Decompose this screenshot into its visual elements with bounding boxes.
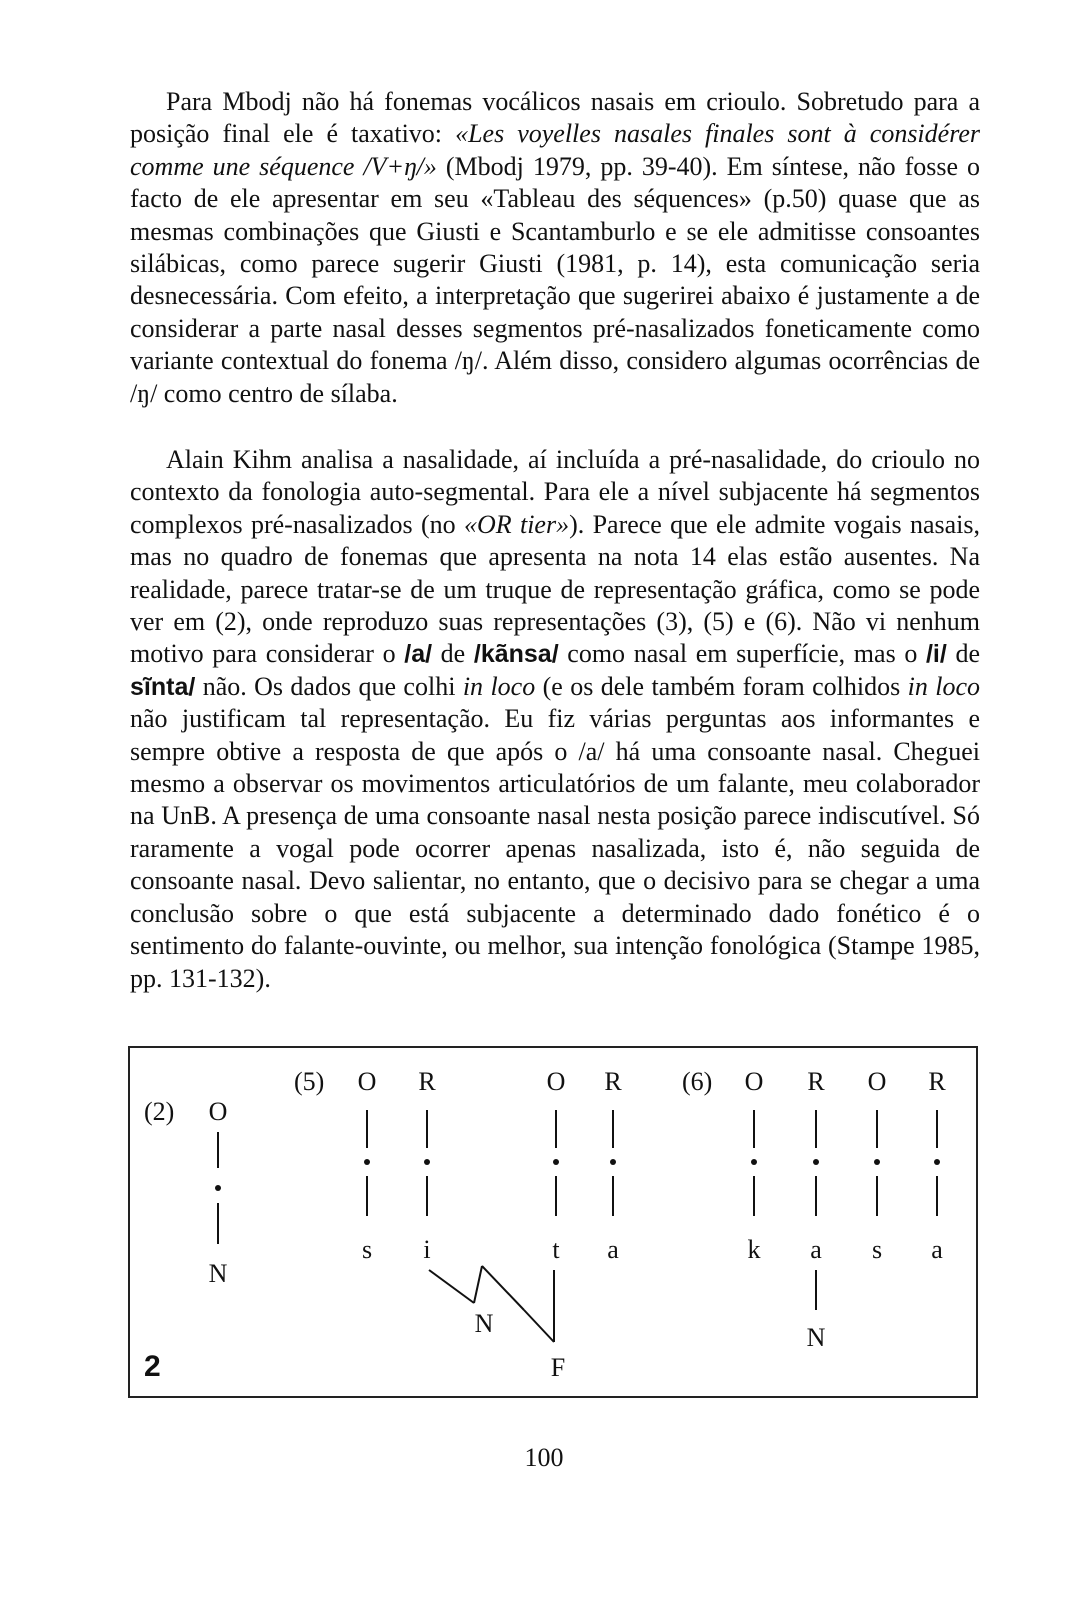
timing-dot xyxy=(813,1159,819,1165)
in-loco-1: in loco xyxy=(462,671,536,701)
onset-node: O xyxy=(744,1067,764,1096)
nasal-node: N xyxy=(208,1259,228,1288)
onset-node: O xyxy=(867,1067,887,1096)
onset-node: O xyxy=(357,1067,377,1096)
onset-node: O xyxy=(546,1067,566,1096)
autosegmental-diagram xyxy=(130,1048,976,1396)
rhyme-node: R xyxy=(418,1067,436,1096)
rhyme-node: R xyxy=(807,1067,825,1096)
nasal-node: N xyxy=(806,1323,826,1352)
skeleton-dots xyxy=(215,1159,940,1191)
timing-dot xyxy=(424,1159,430,1165)
p2-text-6: não. Os dados que colhi xyxy=(195,671,463,701)
phoneme-sinta: sĩnta/ xyxy=(130,672,196,701)
example-2-label: (2) xyxy=(144,1097,175,1126)
segment-i: i xyxy=(423,1235,431,1264)
in-loco-2: in loco xyxy=(907,671,980,701)
p2-or-tier: «OR tier» xyxy=(463,509,570,539)
paragraph-2 xyxy=(130,444,980,995)
p2-text-5: de xyxy=(946,639,980,669)
assoc-line xyxy=(482,1266,524,1310)
phoneme-i: /i/ xyxy=(925,640,947,669)
assoc-line xyxy=(474,1266,482,1303)
timing-dot xyxy=(934,1159,940,1165)
timing-dot xyxy=(610,1159,616,1165)
onset-node: O xyxy=(208,1097,228,1126)
segment-s: s xyxy=(361,1235,373,1264)
rhyme-node: R xyxy=(928,1067,946,1096)
assoc-line xyxy=(429,1270,474,1303)
timing-dot xyxy=(364,1159,370,1165)
example-6-label: (6) xyxy=(682,1067,713,1096)
segment-k: k xyxy=(747,1235,761,1264)
timing-dot xyxy=(215,1185,221,1191)
paragraph-1 xyxy=(130,86,980,410)
timing-dot xyxy=(751,1159,757,1165)
p1-text-2: (Mbodj 1979, pp. 39-40). Em síntese, não fosse o facto de ele apresentar em seu «Tableau des séquences» (p.50) quase que as mesmas combinações que Giusti e Scantamburlo e se ele admitisse consoantes silábicas, como parece sugerir Giusti (1981, p. 14), esta comunicação seria desnecessária. Com efeito, a interpretação que sugerirei abaixo é justamente a de considerar a parte nasal desses segmentos pré-nasalizados foneticamente como variante contextual do fonema /ŋ/. Além disso, considero algumas ocorrências de /ŋ/ como centro de sílaba. xyxy=(130,151,980,408)
final-node: F xyxy=(550,1353,566,1382)
figure-2-box xyxy=(128,1046,978,1398)
timing-dot xyxy=(553,1159,559,1165)
segment-s: s xyxy=(871,1235,883,1264)
page-number: 100 xyxy=(524,1443,564,1472)
phoneme-a: /a/ xyxy=(404,640,433,669)
p2-text-7: (e os dele também foram colhidos xyxy=(535,671,908,701)
p1-french-quote: «Les voyelles nasales finales sont à considérer comme une séquence /V+ŋ/» xyxy=(130,119,981,181)
segment-a: a xyxy=(607,1235,619,1264)
p2-text-4: como nasal em superfície, mas o xyxy=(558,639,926,669)
p2-text-1: Alain Kihm analisa a nasalidade, aí incluída a pré-nasalidade, do crioulo no contexto da fonologia auto-segmental. Para ele a nível subjacente há segmentos complexos pré-nasalizados (no xyxy=(130,445,980,539)
p2-text-8: não justificam tal representação. Eu fiz várias perguntas aos informantes e sempre obtive a resposta de que após o /a/ há uma consoante nasal. Cheguei mesmo a observar os movimentos articulatórios de um falante, meu colaborador na UnB. A presença de uma consoante nasal nesta posição parece indiscutível. Só raramente a vogal pode ocorrer apenas nasalizada, isto é, não seguida de consoante nasal. Devo salientar, no entanto, que o decisivo para se chegar a uma conclusão sobre o que está subjacente a determinado dado fonético é o sentimento do falante-ouvinte, ou melhor, sua intenção fonológica (Stampe 1985, pp. 131-132). xyxy=(130,704,980,993)
p1-text-1: Para Mbodj não há fonemas vocálicos nasais em crioulo. Sobretudo para a posição final ele é taxativo: xyxy=(130,87,980,149)
phoneme-kansa: /kãnsa/ xyxy=(473,640,559,669)
nasal-node: N xyxy=(474,1309,494,1338)
p2-text-3: de xyxy=(432,639,474,669)
assoc-line xyxy=(524,1310,554,1342)
timing-dot xyxy=(874,1159,880,1165)
p2-text-2: ). Parece que ele admite vogais nasais, mas no quadro de fonemas que apresenta na nota 14 elas estão ausentes. Na realidade, parece tratar-se de um truque de representação gráfica, como se pode ver em (2), onde reproduzo suas representações (3), (5) e (6). Não vi nenhum motivo para considerar o xyxy=(130,509,980,669)
rhyme-node: R xyxy=(604,1067,622,1096)
association-lines xyxy=(218,1110,937,1342)
segment-a: a xyxy=(931,1235,943,1264)
example-5-label: (5) xyxy=(294,1067,325,1096)
segment-t: t xyxy=(552,1235,560,1264)
figure-number: 2 xyxy=(144,1350,161,1383)
segment-a: a xyxy=(810,1235,822,1264)
